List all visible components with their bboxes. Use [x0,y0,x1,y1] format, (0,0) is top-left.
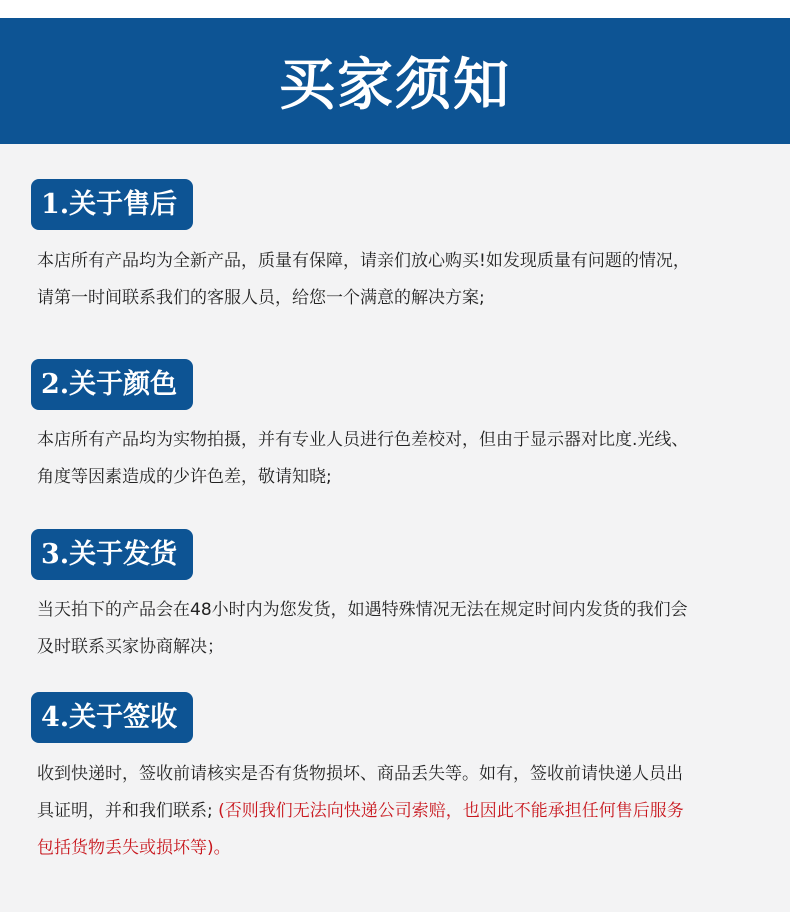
warning-text: (否则我们无法向快递公司索赔，也因此不能承担任何售后服务 [218,801,684,821]
section-tag-after-sales: 1.关于售后 [31,179,193,230]
section-body-receipt [37,756,772,867]
body-line: 本店所有产品均为全新产品，质量有保障，请亲们放心购买!如发现质量有问题的情况， [37,251,690,271]
top-strip [0,0,790,18]
section-tag-receipt: 4.关于签收 [31,692,193,743]
body-line: 请第一时间联系我们的客服人员，给您一个满意的解决方案; [37,288,485,308]
body-line: 本店所有产品均为实物拍摄，并有专业人员进行色差校对，但由于显示器对比度.光线、 [37,430,689,450]
body-line [37,793,772,830]
body-line: 收到快递时，签收前请核实是否有货物损坏、商品丢失等。如有，签收前请快递人员出 [37,764,683,784]
body-text: 具证明，并和我们联系; [37,801,219,821]
header-banner [0,18,790,144]
warning-text: 包括货物丢失或损坏等)。 [37,838,231,858]
body-line: 角度等因素造成的少许色差，敬请知晓; [37,467,332,487]
body-line: 当天拍下的产品会在48小时内为您发货，如遇特殊情况无法在规定时间内发货的我们会 [37,600,688,620]
body-line: 及时联系买家协商解决； [37,637,224,657]
section-body-after-sales [37,243,772,317]
section-tag-color: 2.关于颜色 [31,359,193,410]
section-body-color [37,422,772,496]
section-tag-shipping: 3.关于发货 [31,529,193,580]
page-title: 买家须知 [279,52,511,118]
section-body-shipping [37,592,772,666]
